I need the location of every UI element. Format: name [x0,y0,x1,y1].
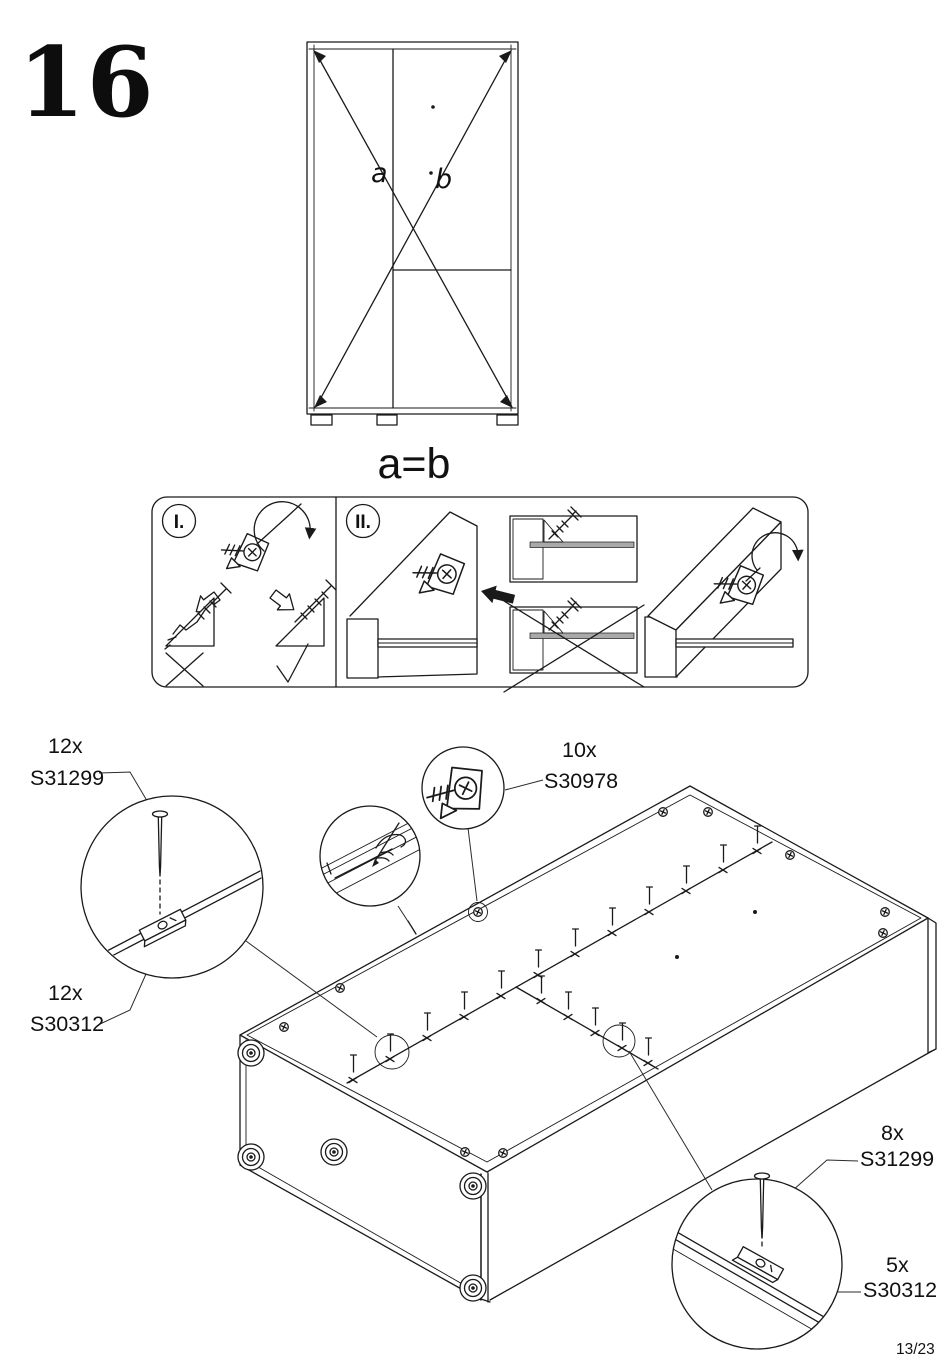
qty-nails-second: 8x [881,1121,904,1145]
panel2-left-illustration [347,512,516,678]
step-number: 16 [18,26,156,139]
wardrobe-foot [377,415,397,425]
panel-2-label: II. [355,512,371,533]
panel-1-label: I. [173,512,185,533]
code-nails-first: S31299 [30,766,105,790]
foot-glide-icon [460,1275,486,1301]
instruction-panel-1 [163,502,337,686]
diagonal-label-a: a [371,158,388,189]
page-indicator: 13/23 [896,1341,935,1358]
screw-icon [549,507,581,539]
panel2-inset-wrong [504,598,644,692]
foot-glide-icon [238,1144,264,1170]
code-cam-screws: S30978 [544,769,619,793]
cross-mark-icon [166,653,203,686]
code-plates-first: S30312 [30,1012,105,1036]
foot-glide-icon [321,1139,347,1165]
equation-a-equals-b: a=b [377,440,451,488]
hole-dot [675,955,679,959]
instruction-box [152,497,808,692]
detail-circle-nail-plate-second [661,1173,850,1349]
code-plates-second: S30312 [863,1278,938,1302]
cross-mark-icon [504,601,644,692]
drill-hole-dot [429,171,433,175]
correct-screwing-illustration [276,580,336,682]
insert-arrow-icon [479,582,516,608]
drill-hole-dot [431,105,435,109]
qty-cam-screws: 10x [562,738,597,762]
cam-screw-block-icon [217,529,269,577]
wardrobe-front-view [307,42,518,425]
detail-circle-pencil-marking [320,806,434,906]
panel2-right-illustration [645,508,798,677]
hole-dot [753,910,757,914]
check-mark-icon [277,644,308,682]
code-nails-second: S31299 [860,1147,935,1171]
instruction-panel-2 [347,505,799,693]
wrong-screwing-illustration [165,583,231,686]
wardrobe-foot [311,415,332,425]
qty-plates-second: 5x [886,1253,909,1277]
foot-glide-icon [460,1173,486,1199]
detail-circle-nail-plate-first [81,796,265,978]
panel2-inset-correct [510,507,637,582]
qty-plates-first: 12x [48,981,83,1005]
screw-icon [549,598,581,630]
diagonal-label-b: b [435,164,453,195]
detail-circle-cam-screw [422,747,504,829]
foot-glide-icon [238,1040,264,1066]
option-arrow-right-icon [267,586,300,618]
qty-nails-first: 12x [48,734,83,758]
screwdriver-icon [257,516,288,544]
cam-screw-block-icon [409,549,465,601]
wardrobe-foot [497,415,518,425]
screwdriver-handle [288,504,301,516]
